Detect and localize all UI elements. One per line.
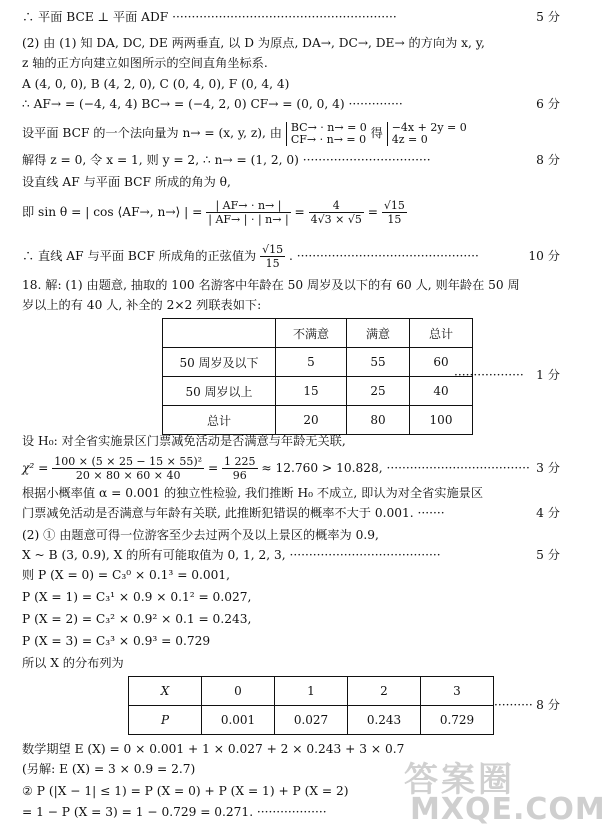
line-text: (2) ① 由题意可得一位游客至少去过两个及以上景区的概率为 0.9, (22, 528, 379, 542)
table-cell: 总计 (410, 319, 473, 348)
text-line (0, 484, 582, 502)
text-line (0, 526, 582, 544)
chi-square-line: χ² = $\frac{\text{100 × (5 × 25 − 15 × 55)²}}{20 \times 80 \times 60 \times 40}$ = $\frac{1 225}{96}$ ≈ 12.760 > 10.828, ····································· 3 分 (0, 452, 582, 484)
answer-prefix: ∴ 直线 AF 与平面 BCF 所成角的正弦值为 (22, 249, 257, 263)
table-row (163, 406, 473, 435)
table-cell: 0.027 (275, 706, 348, 735)
line-text: 则 P (X = 0) = C₃⁰ × 0.1³ = 0.001, (22, 568, 231, 582)
points-label: 8 分 (536, 153, 560, 167)
table-cell: 0 (202, 677, 275, 706)
text-line (0, 34, 582, 52)
sine-formula-line: 即 sin θ = | cos ⟨AF→, n→⟩ | = $\frac{| AF\to \cdot n\to |}{| AF\to | \cdot | n\to |}$ = $\frac{4}{4√3 \times √5}$ = $\frac{√15}{15}$ (22, 199, 405, 226)
points-label: 5 分 (536, 548, 560, 562)
line-text: = 1 − P (X = 3) = 1 − 0.729 = 0.271. ·················· (22, 805, 327, 819)
normal-prefix: 设平面 BCF 的一个法向量为 n→ = (x, y, z), 由 (22, 126, 282, 140)
table-cell: 0.243 (348, 706, 421, 735)
text-line (0, 504, 582, 522)
answer-line: ∴ 直线 AF 与平面 BCF 所成角的正弦值为 $\frac{√15}{15}$ . ··············································· 10 分 (0, 240, 582, 272)
table-cell: 总计 (163, 406, 276, 435)
sine-frac-2: $\frac{4}{4√3 \times √5}$ (310, 199, 362, 226)
answer-frac: $\frac{√15}{15}$ (262, 243, 284, 270)
line-text: P (X = 2) = C₃² × 0.9² × 0.1 = 0.243, (22, 612, 252, 626)
table-cell: 2 (348, 677, 421, 706)
line-text: P (X = 3) = C₃³ × 0.9³ = 0.729 (22, 634, 211, 648)
points-label: 4 分 (536, 506, 560, 520)
line-text: ∴ 平面 BCE ⊥ 平面 ADF ·························································· (22, 10, 397, 24)
text-line (0, 654, 582, 672)
text-line (0, 546, 582, 564)
line-text: P (X = 1) = C₃¹ × 0.9 × 0.1² = 0.027, (22, 590, 252, 604)
sine-frac-1: $\frac{| AF\to \cdot n\to |}{| AF\to | \cdot | n\to |}$ (208, 199, 289, 226)
line-text: X ~ B (3, 0.9), X 的所有可能取值为 0, 1, 2, 3, ······································· (22, 548, 441, 562)
table-cell: 80 (347, 406, 410, 435)
table2-points: ·········· 8 分 (494, 698, 560, 712)
system-2: −4x + 2y = 0 4z = 0 (387, 122, 467, 146)
text-line (0, 588, 582, 606)
table-cell: 100 (410, 406, 473, 435)
text-line (0, 8, 582, 26)
line-text: (另解: E (X) = 3 × 0.9 = 2.7) (22, 762, 196, 776)
points-label: 5 分 (536, 10, 560, 24)
table-cell: 15 (276, 377, 347, 406)
table-cell: 20 (276, 406, 347, 435)
table-cell: 3 (421, 677, 494, 706)
points-label: 6 分 (536, 97, 560, 111)
table-cell: 不满意 (276, 319, 347, 348)
line-text: 18. 解: (1) 由题意, 抽取的 100 名游客中年龄在 50 周岁及以下的有 60 人, 则年龄在 50 周 (22, 278, 520, 292)
table-cell: 5 (276, 348, 347, 377)
line-text: 设 H₀: 对全省实施景区门票减免活动是否满意与年龄无关联, (22, 434, 346, 448)
table-cell: P (129, 706, 202, 735)
line-text: ∴ AF→ = (−4, 4, 4) BC→ = (−4, 2, 0) CF→ = (0, 0, 4) ·············· (22, 97, 403, 111)
text-line (0, 151, 582, 169)
line-text: A (4, 0, 0), B (4, 2, 0), C (0, 4, 0), F (0, 4, 4) (22, 77, 290, 91)
line-text: 设直线 AF 与平面 BCF 所成的角为 θ, (22, 175, 231, 189)
table-cell: X (129, 677, 202, 706)
normal-get: 得 (370, 126, 383, 140)
chi-frac-2: $\frac{1 225}{96}$ (224, 455, 256, 482)
sine-frac-3: $\frac{√15}{15}$ (383, 199, 405, 226)
table-cell: 60 (410, 348, 473, 377)
text-line (0, 173, 582, 191)
table-cell: 25 (347, 377, 410, 406)
line-text: ② P (|X − 1| ≤ 1) = P (X = 0) + P (X = 1) + P (X = 2) (22, 784, 349, 798)
table-cell: 50 周岁及以下 (163, 348, 276, 377)
table-cell: 0.729 (421, 706, 494, 735)
table-row (163, 319, 473, 348)
normal-vector-line (0, 117, 582, 149)
text-line (0, 75, 582, 93)
text-line (0, 632, 582, 650)
text-line (0, 566, 582, 584)
line-text: 岁以上的有 40 人, 补全的 2×2 列联表如下: (22, 298, 262, 312)
chi-frac-1: $\frac{\text{100 × (5 × 25 − 15 × 55)²}}{20 \times 80 \times 60 \times 40}$ (54, 455, 203, 482)
points-label: 3 分 (536, 461, 560, 475)
line-text: 根据小概率值 α = 0.001 的独立性检验, 我们推断 H₀ 不成立, 即认为对全省实施景区 (22, 486, 484, 500)
text-line (0, 610, 582, 628)
table-cell: 1 (275, 677, 348, 706)
line-text: 数学期望 E (X) = 0 × 0.001 + 1 × 0.027 + 2 × 0.243 + 3 × 0.7 (22, 742, 405, 756)
points-label: 10 分 (528, 249, 560, 263)
table1-points: ·················· 1 分 (454, 368, 560, 382)
table-cell: 满意 (347, 319, 410, 348)
line-text: 门票减免活动是否满意与年龄有关联, 此推断犯错误的概率不大于 0.001. ······· (22, 506, 445, 520)
line-text: z 轴的正方向建立如图所示的空间直角坐标系. (22, 56, 268, 70)
table-cell: 55 (347, 348, 410, 377)
text-line (0, 276, 582, 294)
text-line (0, 95, 582, 113)
line-text: 解得 z = 0, 令 x = 1, 则 y = 2, ∴ n→ = (1, 2, 0) ································· (22, 153, 431, 167)
table-cell (163, 319, 276, 348)
watermark-logo: 答案圈 MXQE.COM (404, 760, 606, 827)
sine-prefix: 即 sin θ = | cos ⟨AF→, n→⟩ | = (22, 205, 203, 219)
text-line (0, 296, 582, 314)
table-cell: 0.001 (202, 706, 275, 735)
text-line (0, 54, 582, 72)
line-text: 所以 X 的分布列为 (22, 656, 124, 670)
system-1: BC→ · n→ = 0 CF→ · n→ = 0 (286, 122, 367, 146)
table-cell: 50 周岁以上 (163, 377, 276, 406)
line-text: (2) 由 (1) 知 DA, DC, DE 两两垂直, 以 D 为原点, DA→, DC→, DE→ 的方向为 x, y, (22, 36, 485, 50)
table-cell: 40 (410, 377, 473, 406)
